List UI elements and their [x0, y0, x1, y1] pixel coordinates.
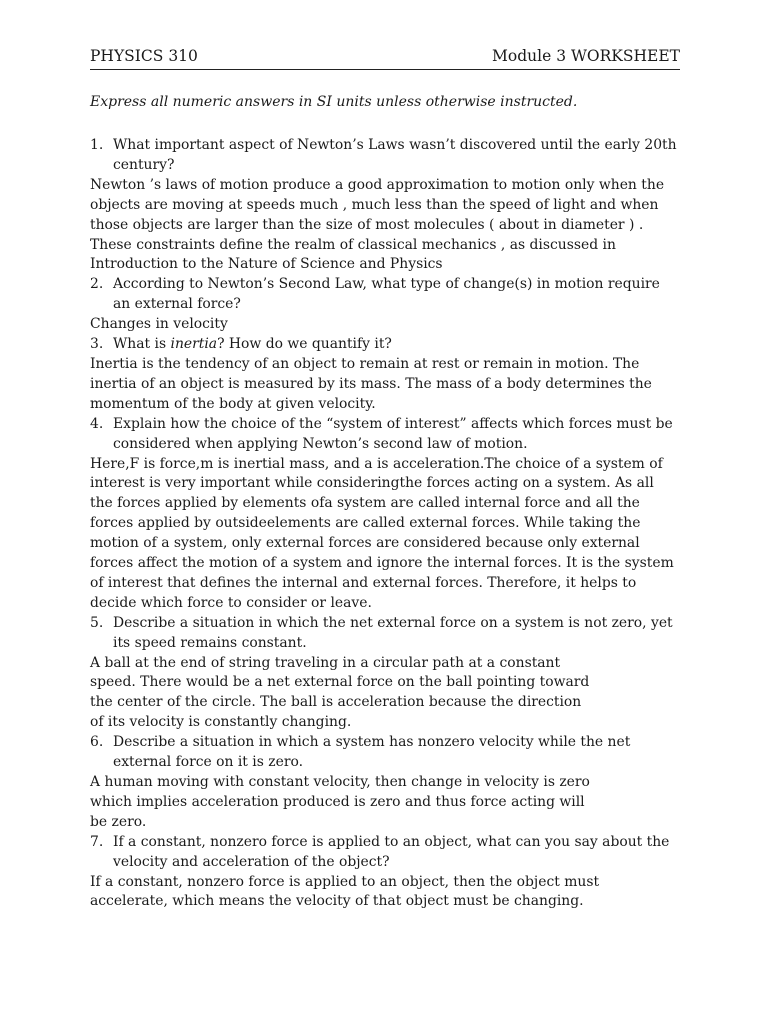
answer-line: of its velocity is constantly changing. [90, 714, 352, 731]
question-number: 5. [90, 614, 104, 631]
question-term-inertia: inertia [170, 336, 218, 353]
question-number: 2. [90, 276, 104, 293]
course-title: PHYSICS 310 [90, 47, 198, 65]
worksheet-title: Module 3 WORKSHEET [492, 47, 680, 65]
answer-1: Newton ’s laws of motion produce a good approximation to motion only when the objects are moving at speeds much , much less than the speed of light and when those objects are larger than the size of most molecules ( about in diameter ) . These constraints define the realm of classical mechanics , as discussed in Introduction to the Nature of Science and Physics [90, 176, 665, 273]
worksheet-content [90, 136, 680, 912]
answer-6 [90, 773, 680, 833]
question-number: 4. [90, 415, 104, 432]
answer-4: Here,F is force,m is inertial mass, and a is acceleration.The choice of a system of interest is very important while consideringthe forces acting on a system. As all the forces applied by elements ofa system are called internal force and all the forces applied by outsideelements are called external forces. While taking the motion of a system, only external forces are considered because only external forces affect the motion of a system and ignore the internal forces. It is the system of interest that defines the internal and external forces. Therefore, it helps to decide which force to consider or leave. [90, 455, 674, 611]
question-text-before: What is [113, 336, 171, 353]
question-number: 6. [90, 734, 104, 751]
question-text: If a constant, nonzero force is applied to an object, what can you say about the velocity and acceleration of the object? [113, 833, 670, 870]
answer-line: the center of the circle. The ball is acceleration because the direction [90, 694, 582, 711]
question-1 [90, 136, 680, 176]
question-text: According to Newton’s Second Law, what type of change(s) in motion require an external force? [113, 276, 660, 313]
question-2 [90, 275, 680, 315]
answer-3: Inertia is the tendency of an object to remain at rest or remain in motion. The inertia of an object is measured by its mass. The mass of a body determines the momentum of the body at given velocity. [90, 355, 652, 412]
question-text: What important aspect of Newton’s Laws wasn’t discovered until the early 20th century? [113, 137, 677, 173]
question-3 [90, 335, 680, 355]
question-7 [90, 833, 680, 873]
answer-line: A ball at the end of string traveling in a circular path at a constant [90, 654, 561, 671]
instructions-text: Express all numeric answers in SI units unless otherwise instructed. [90, 94, 578, 110]
question-text-after: ? How do we quantify it? [217, 336, 392, 353]
question-6 [90, 733, 680, 773]
question-text: Explain how the choice of the “system of interest” affects which forces must be considered when applying Newton’s second law of motion. [113, 415, 673, 452]
answer-5 [90, 654, 680, 734]
question-text [113, 335, 680, 355]
answer-line: be zero. [90, 813, 147, 830]
question-4 [90, 415, 680, 455]
question-number: 1. [90, 137, 104, 153]
question-text: Describe a situation in which a system has nonzero velocity while the net external force on it is zero. [113, 734, 631, 771]
page-header [90, 46, 680, 70]
question-number: 7. [90, 833, 104, 850]
answer-line: A human moving with constant velocity, then change in velocity is zero [90, 774, 590, 790]
answer-line: speed. There would be a net external force on the ball pointing toward [90, 674, 590, 691]
answer-2: Changes in velocity [90, 316, 228, 333]
question-text: Describe a situation in which the net external force on a system is not zero, yet its speed remains constant. [113, 614, 673, 651]
answer-line: which implies acceleration produced is zero and thus force acting will [90, 793, 585, 810]
question-5 [90, 614, 680, 654]
question-number: 3. [90, 336, 104, 353]
answer-7: If a constant, nonzero force is applied to an object, then the object must accelerate, which means the velocity of that object must be changing. [90, 873, 600, 910]
